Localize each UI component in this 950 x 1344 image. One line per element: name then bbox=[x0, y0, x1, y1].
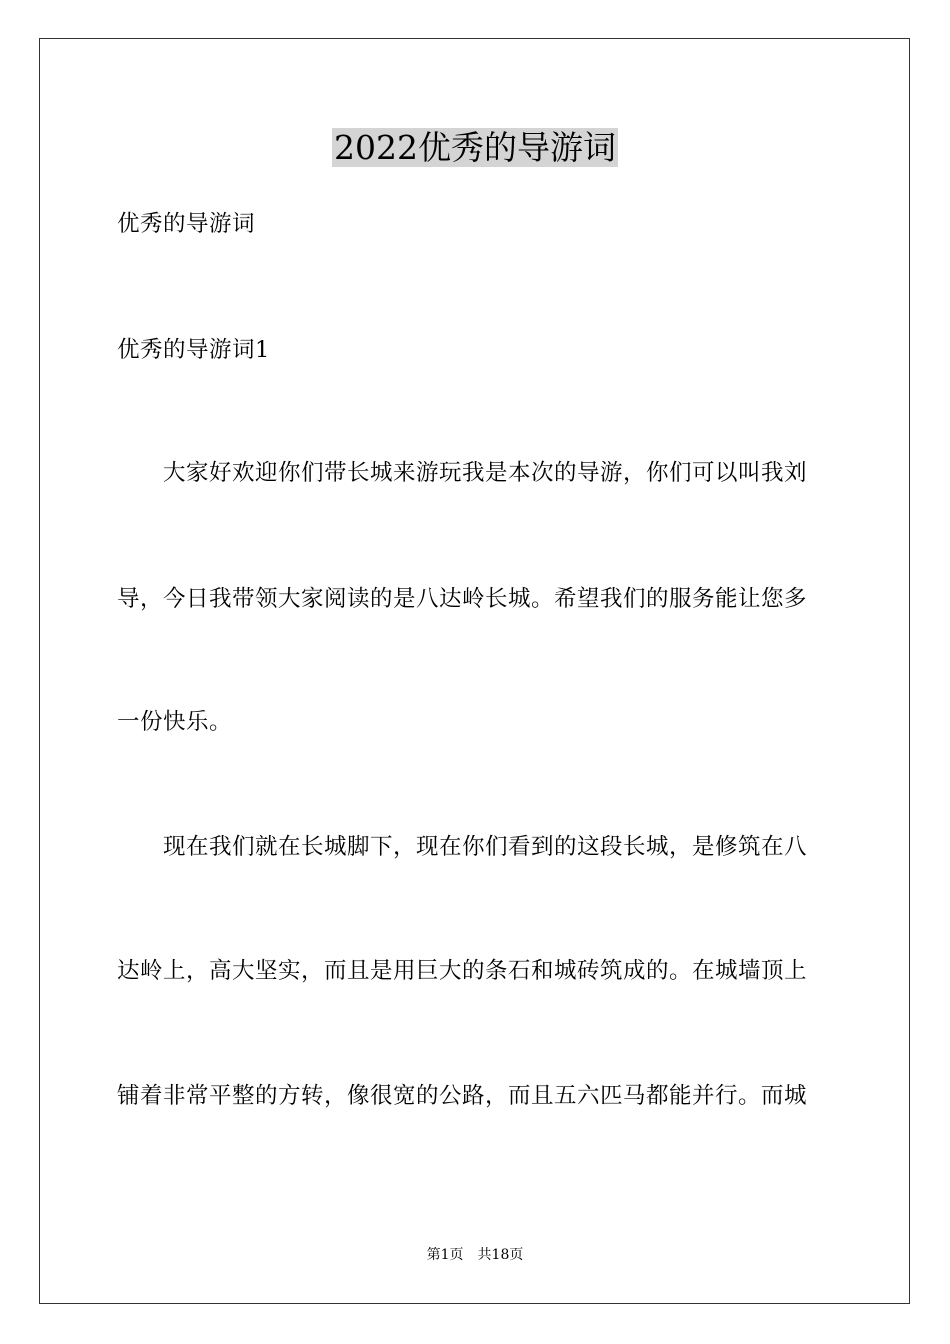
paragraph-line: 一份快乐。 bbox=[117, 709, 233, 735]
paragraph-line: 大家好欢迎你们带长城来游玩我是本次的导游，你们可以叫我刘 bbox=[163, 460, 808, 486]
document-title bbox=[0, 128, 950, 168]
section-heading: 优秀的导游词1 bbox=[117, 337, 270, 363]
paragraph-line: 导，今日我带领大家阅读的是八达岭长城。希望我们的服务能让您多 bbox=[117, 586, 808, 612]
document-title-text: 2022优秀的导游词 bbox=[334, 128, 616, 167]
page-footer bbox=[0, 1245, 950, 1265]
page-total: 共18页 bbox=[477, 1247, 524, 1263]
paragraph-line: 达岭上，高大坚实，而且是用巨大的条石和城砖筑成的。在城墙顶上 bbox=[117, 958, 808, 984]
paragraph-line: 铺着非常平整的方转，像很宽的公路，而且五六匹马都能并行。而城 bbox=[117, 1083, 808, 1109]
page-number: 第1页 bbox=[426, 1247, 464, 1263]
subtitle-line: 优秀的导游词 bbox=[117, 211, 256, 237]
paragraph-line: 现在我们就在长城脚下，现在你们看到的这段长城，是修筑在八 bbox=[163, 834, 808, 860]
